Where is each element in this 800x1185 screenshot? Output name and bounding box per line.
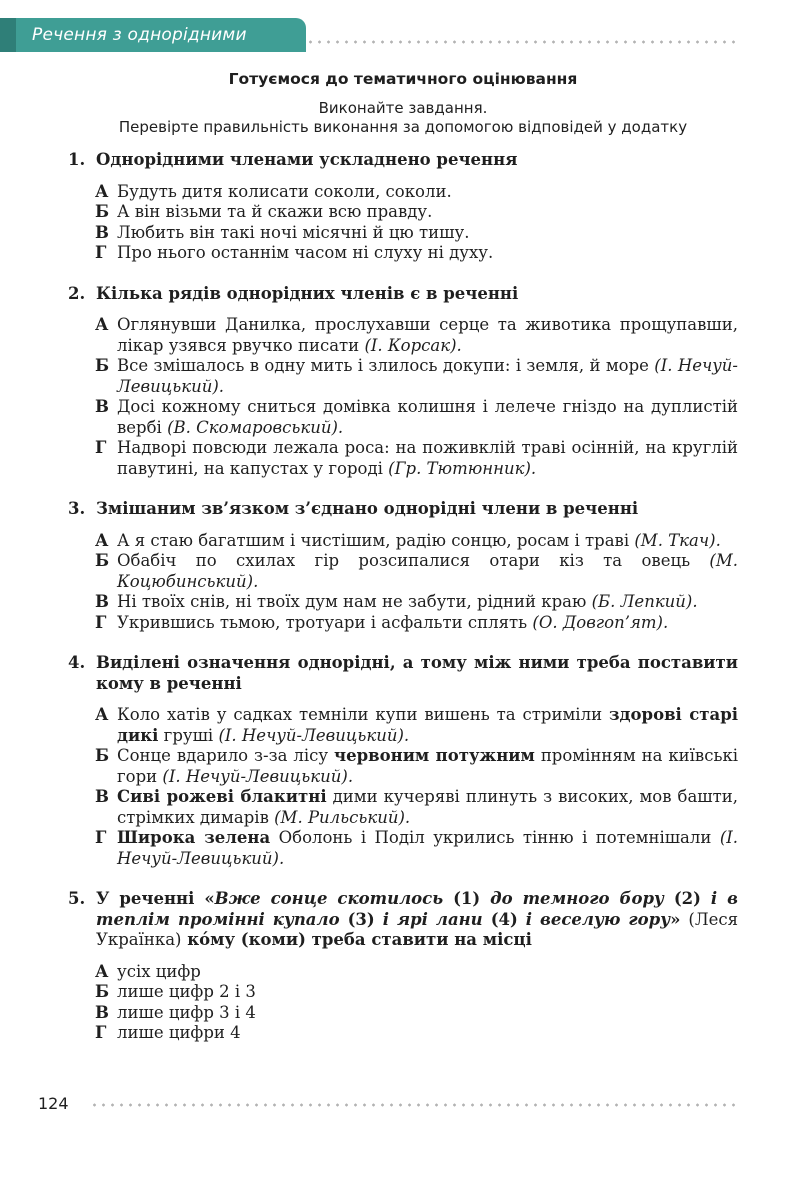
option-letter: Б — [95, 202, 110, 221]
option-source: (В. Скомаровський). — [167, 417, 344, 437]
option-letter: А — [95, 705, 109, 724]
option-text: лише цифр 2 і 3 — [117, 982, 256, 1001]
option-letter: В — [95, 787, 109, 806]
option-letter: В — [95, 397, 109, 416]
question-number: 5. — [68, 889, 86, 908]
quoted-fragment: Вже сонце скотилось — [214, 889, 444, 908]
highlighted-attributes: Широка зелена — [117, 828, 271, 847]
highlighted-attributes: Сиві рожеві блакитні — [117, 787, 327, 806]
intro-block — [68, 70, 738, 137]
option-a[interactable] — [95, 315, 738, 356]
option-letter: А — [95, 181, 109, 201]
option-source: (І. Нечуй-Левицький). — [117, 828, 739, 868]
option-letter: Г — [95, 828, 107, 847]
option-letter: Г — [95, 438, 107, 457]
question-text: Виділені означення однорідні, а тому між ними треба поставити кому в реченні — [96, 653, 738, 693]
option-text — [117, 397, 738, 438]
option-source: (О. Довгоп’ят). — [532, 612, 669, 632]
option-letter: Г — [95, 243, 107, 262]
option-v[interactable] — [95, 592, 738, 613]
prompt-lead: У реченні « — [96, 889, 215, 908]
prompt-tail: кóму (коми) треба ставити на місці — [187, 930, 532, 949]
option-v[interactable] — [95, 397, 738, 438]
question-prompt — [68, 499, 738, 520]
option-v[interactable] — [95, 787, 738, 828]
option-text: усіх цифр — [117, 961, 201, 981]
option-text — [117, 613, 738, 634]
option-source: (Гр. Тютюнник). — [388, 458, 537, 478]
option-text: лише цифр 3 і 4 — [117, 1002, 256, 1022]
option-a[interactable] — [95, 705, 738, 746]
question-number: 4. — [68, 653, 86, 672]
option-text — [117, 551, 738, 592]
option-b[interactable] — [95, 202, 738, 223]
question-prompt — [68, 284, 738, 305]
option-text — [117, 531, 738, 552]
option-v[interactable] — [95, 1003, 738, 1024]
question-number: 3. — [68, 499, 86, 518]
position-marker: (4) — [490, 909, 518, 929]
option-sentence-end: промінням на київські гори — [117, 746, 739, 786]
intro-line-2: Перевірте правильність виконання за допомогою відповідей у додатку — [118, 118, 688, 136]
option-sentence: Оглянувши Данилка, прослухавши серце та животика прощупавши, лікар узявся рвучко писати — [117, 315, 738, 355]
option-sentence: Ні твоїх снів, ні твоїх дум нам не забути, рідний краю — [117, 592, 587, 611]
option-letter: В — [95, 222, 109, 242]
option-letter: А — [95, 315, 109, 334]
header-dotted-rule — [306, 40, 738, 44]
option-text: лише цифри 4 — [117, 1023, 241, 1042]
option-source: (М. Коцюбинський). — [117, 551, 738, 591]
position-marker: (1) — [453, 889, 481, 908]
option-source: (І. Корсак). — [364, 335, 462, 355]
option-letter: В — [95, 592, 109, 611]
option-text — [117, 746, 738, 787]
option-source: (І. Нечуй-Левицький). — [218, 725, 410, 745]
question-number: 2. — [68, 283, 86, 303]
option-sentence-end: груші — [163, 725, 214, 745]
intro-line-1: Виконайте завдання. — [318, 99, 488, 117]
option-sentence-start: Сонце вдарило з-за лісу — [117, 746, 329, 765]
quoted-fragment: і в теплім промінні купало — [96, 889, 738, 929]
question-prompt — [68, 889, 738, 951]
chapter-title: Речення з однорідними членами — [32, 25, 247, 79]
quote-close: » — [670, 909, 681, 929]
option-sentence: Укрившись тьмою, тротуари і асфальти сплять — [117, 612, 528, 632]
option-sentence: Надворі повсюди лежала роса: на поживклій траві осінній, на круглій павутині, на капустах у городі — [117, 438, 738, 478]
option-text — [117, 315, 738, 356]
question-4 — [68, 653, 738, 869]
question-number: 1. — [68, 150, 86, 169]
option-b[interactable] — [95, 746, 738, 787]
question-2 — [68, 284, 738, 480]
question-prompt — [68, 150, 738, 171]
option-letter: Б — [95, 746, 110, 765]
option-b[interactable] — [95, 551, 738, 592]
option-h[interactable] — [95, 438, 738, 479]
option-sentence-end: Оболонь і Поділ укрились тінню і потемнішали — [278, 828, 712, 847]
option-a[interactable] — [95, 182, 738, 203]
question-text: Кілька рядів однорідних членів є в реченні — [96, 283, 519, 303]
quoted-fragment: до темного бору — [490, 889, 664, 908]
question-prompt — [68, 653, 738, 694]
option-letter: В — [95, 1002, 109, 1022]
option-b[interactable] — [95, 982, 738, 1003]
option-letter: Г — [95, 612, 107, 632]
option-h[interactable] — [95, 243, 738, 264]
option-sentence: Все змішалось в одну мить і злилось докупи: і земля, й море — [117, 356, 649, 375]
option-source: (М. Ткач). — [634, 530, 721, 550]
option-sentence: Обабіч по схилах гір розсипалися отари кіз та овець — [117, 551, 691, 570]
question-text: Змішаним зв’язком з’єднано однорідні члени в реченні — [96, 499, 639, 518]
option-text: Будуть дитя колисати соколи, соколи. — [117, 181, 452, 201]
option-text: А він візьми та й скажи всю правду. — [117, 202, 433, 221]
option-b[interactable] — [95, 356, 738, 397]
option-text — [117, 705, 738, 746]
intro-title: Готуємося до тематичного оцінювання — [228, 70, 578, 88]
option-letter: Г — [95, 1023, 107, 1042]
footer-dotted-rule — [90, 1103, 738, 1107]
question-3 — [68, 499, 738, 633]
option-source: (Б. Лепкий). — [591, 592, 698, 611]
question-text — [96, 889, 738, 951]
page-number: 124 — [38, 1094, 69, 1113]
question-1 — [68, 150, 738, 264]
question-text: Однорідними членами ускладнено речення — [96, 150, 518, 169]
prompt-author: (Леся Українка) — [96, 909, 739, 949]
position-marker: (3) — [347, 909, 375, 929]
chapter-header-tab — [0, 18, 306, 79]
option-letter: А — [95, 961, 109, 981]
quoted-fragment: і веселую гору — [525, 909, 671, 929]
option-letter: Б — [95, 982, 110, 1001]
option-text — [117, 356, 738, 397]
option-source: (І. Нечуй-Левицький). — [117, 356, 739, 396]
option-letter: А — [95, 530, 109, 550]
questions-list — [68, 150, 738, 1064]
option-letter: Б — [95, 356, 110, 375]
option-text — [117, 592, 738, 613]
option-a[interactable] — [95, 962, 738, 983]
option-source: (І. Нечуй-Левицький). — [162, 766, 354, 786]
option-text — [117, 828, 738, 869]
question-5 — [68, 889, 738, 1044]
option-source: (М. Рильський). — [274, 807, 411, 827]
option-sentence: Досі кожному сниться домівка колишня і лелече гніздо на дуплистій вербі — [117, 397, 738, 437]
option-a[interactable] — [95, 531, 738, 552]
position-marker: (2) — [673, 889, 701, 908]
quoted-fragment: і ярі лани — [382, 909, 483, 929]
highlighted-attributes: червоним потужним — [334, 746, 535, 765]
option-v[interactable] — [95, 223, 738, 244]
option-h[interactable] — [95, 828, 738, 869]
option-letter: Б — [95, 551, 110, 570]
option-text: Про нього останнім часом ні слуху ні духу. — [117, 243, 494, 262]
highlighted-attributes: здорові старі дикі — [117, 705, 738, 745]
option-text — [117, 787, 738, 828]
option-sentence-end: дими кучеряві плинуть з високих, мов башти, стрімких димарів — [117, 787, 738, 827]
option-sentence: А я стаю багатшим і чистішим, радію сонцю, росам і траві — [117, 530, 630, 550]
option-h[interactable] — [95, 1023, 738, 1044]
option-h[interactable] — [95, 613, 738, 634]
option-text: Любить він такі ночі місячні й цю тишу. — [117, 222, 470, 242]
option-sentence-start: Коло хатів у садках темніли купи вишень та стриміли — [117, 705, 603, 724]
option-text — [117, 438, 738, 479]
